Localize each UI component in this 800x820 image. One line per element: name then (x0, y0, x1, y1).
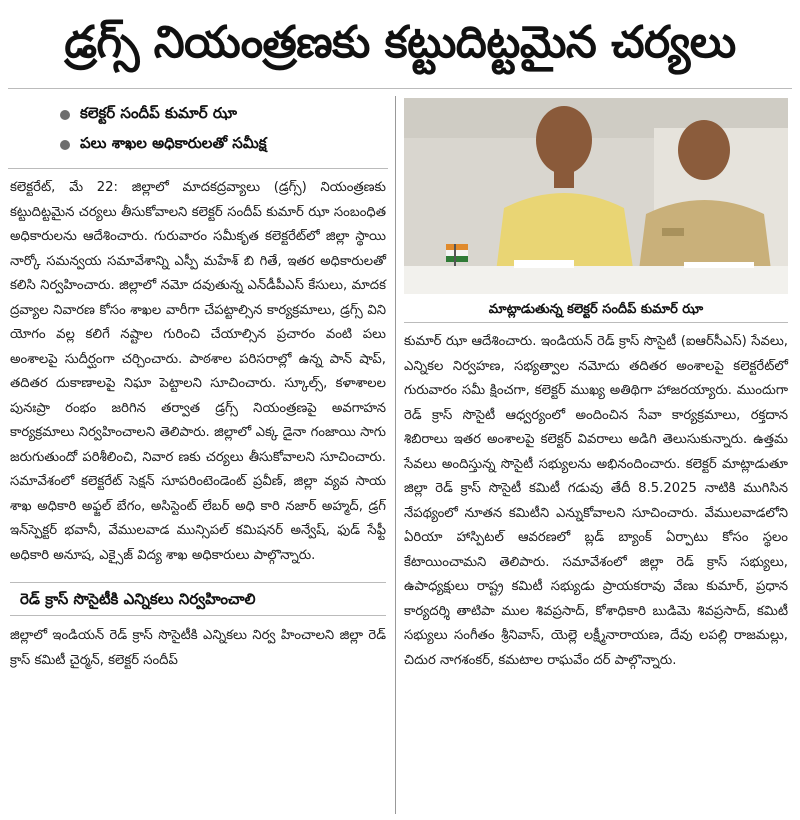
headline-divider (8, 88, 792, 89)
bullet-dot-icon (60, 110, 70, 120)
bullet-divider (8, 168, 388, 169)
bullet-text: పలు శాఖల అధికారులతో సమీక్ష (80, 134, 267, 152)
photo-caption: మాట్లాడుతున్న కలెక్టర్ సందీప్ కుమార్ ఝా (404, 298, 788, 323)
right-column (404, 330, 788, 673)
headline: డ్రగ్స్ నియంత్రణకు కట్టుదిట్టమైన చర్యలు (64, 17, 736, 68)
left-column (10, 176, 386, 673)
bullet-dot-icon (60, 140, 70, 150)
news-photo (404, 98, 788, 294)
bullet-item (60, 130, 380, 160)
bullet-text: కలెక్టర్ సందీప్ కుమార్ ఝా (80, 104, 237, 122)
collector-and-police-officer-photo (404, 98, 788, 294)
sub-headline-bullets (60, 100, 380, 160)
bullet-item (60, 100, 380, 130)
column-divider (395, 96, 396, 814)
body-paragraph-right: కుమార్ ఝా ఆదేశించారు. ఇండియన్ రెడ్ క్రాస్ సొసైటీ (ఐఆర్‌సీఎస్) సేవలు, ఎన్నికల నిర్వహణ, సభ్యత్వాల నమోదు తదితర అంశాలపై కలెక్టరేట్‌లో గురువారం సమీ క్షించగా, కలెక్టర్ ముఖ్య అతిథిగా హాజరయ్యారు. ముందుగా రెడ్ క్రాస్ సొసైటీ ఆధ్వర్యంలో అందించిన సేవా కార్యక్రమాలు, రక్తదాన శిబిరాలు ఇతర అంశాలపై కలెక్టర్ వివరాలు అడిగి తెలుసుకున్నారు. ఉత్తమ సేవలు అందిస్తున్న సొసైటీ సభ్యులను అభినందించారు. కలెక్టర్ మాట్లాడుతూ జిల్లా రెడ్ క్రాస్ సొసైటీ కమిటీ గడువు తేదీ 8.5.2025 నాటికి ముగిసిన నేపథ్యంలో నూతన కమిటీని ఎన్నుకోవాలని సూచించారు. వేములవాడలోని ఏరియా హాస్పిటల్ ఆవరణలో బ్లడ్ బ్యాంక్ ఏర్పాటు కోసం స్థలం కేటాయించామని తెలిపారు. సమావేశంలో జిల్లా రెడ్ క్రాస్ సభ్యులు, ఉపాధ్యక్షులు రాష్ట్ర కమిటీ సభ్యుడు ప్రాయకరావు వేణు కుమార్, ప్రధాన కార్యదర్శి తాటిపా ముల శివప్రసాద్, కోశాధికారి బుడిమె శివప్రసాద్, కమిటీ సభ్యులు సంగీతం శ్రీనివాస్, యెల్లె లక్ష్మీనారాయణ, దేవు లపల్లి రాజమల్లు, చిదుర నాగశంకర్, కమటాల రాఘవేం దర్ పాల్గొన్నారు. (404, 334, 788, 668)
subheading-paragraph: జిల్లాలో ఇండియన్ రెడ్ క్రాస్ సొసైటీకి ఎన్నికలు నిర్వ హించాలని జిల్లా రెడ్ క్రాస్ కమిటీ చైర్మన్, కలెక్టర్ సందీప్ (10, 628, 386, 668)
subheading: రెడ్ క్రాస్ సొసైటీకి ఎన్నికలు నిర్వహించాలి (10, 582, 386, 616)
body-paragraph-left: కలెక్టరేట్, మే 22: జిల్లాలో మాదకద్రవ్యాలు (డ్రగ్స్) నియంత్రణకు కట్టుదిట్టమైన చర్యలు తీసుకోవాలని కలెక్టర్ సందీప్ కుమార్ ఝా సంబంధిత అధికారులను ఆదేశించారు. గురువారం సమీకృత కలెక్టరేట్‌లో జిల్లా స్థాయి నార్కో సమన్వయ సమావేశాన్ని ఎస్పీ మహేశ్ బి గితే, ఇతర అధికారులతో కలిసి నిర్వహించారు. జిల్లాలో నమో దవుతున్న ఎన్‌డీపీఎస్ కేసులు, మాదక ద్రవ్యాల నివారణ కోసం శాఖల వారీగా చేపట్టాల్సిన కార్యక్రమాలు, డ్రగ్స్ విని యోగం వల్ల కలిగే నష్టాల గురించి చేయాల్సిన ప్రచారం వంటి పలు అంశాలపై సుదీర్ఘంగా చర్చించారు. పాఠశాల పరిసరాల్లో ఉన్న పాన్ షాప్, తదితర దుకాణాలపై నిఘా పెట్టాలని సూచించారు. స్కూల్స్, కళాశాలల పునఃప్రా రంభం జరిగిన తర్వాత డ్రగ్స్ నియంత్రణపై అవగాహన కార్యక్రమాలు నిర్వహించాలని తెలిపారు. జిల్లాలో ఎక్క డైనా గంజాయి సాగు జరుగుతుందో పరిశీలించి, నివార ణకు చర్యలు తీసుకోవాలని సూచించారు. సమావేశంలో కలెక్టరేట్ సెక్షన్ సూపరింటెండెంట్ ప్రవీణ్, జిల్లా వ్యవ సాయ శాఖ అధికారి అఫ్జల్ బేగం, అసిస్టెంట్ లేబర్ అధి కారి నజార్ అహ్మద్, డ్రగ్ ఇన్‌స్పెక్టర్ భవానీ, వేములవాడ మున్సిపల్ కమిషనర్ అన్వేష్, ఫుడ్ సేఫ్టీ అధికారి అనూష, ఎక్సైజ్ విద్య శాఖ అధికారులు పాల్గొన్నారు. (10, 180, 386, 563)
